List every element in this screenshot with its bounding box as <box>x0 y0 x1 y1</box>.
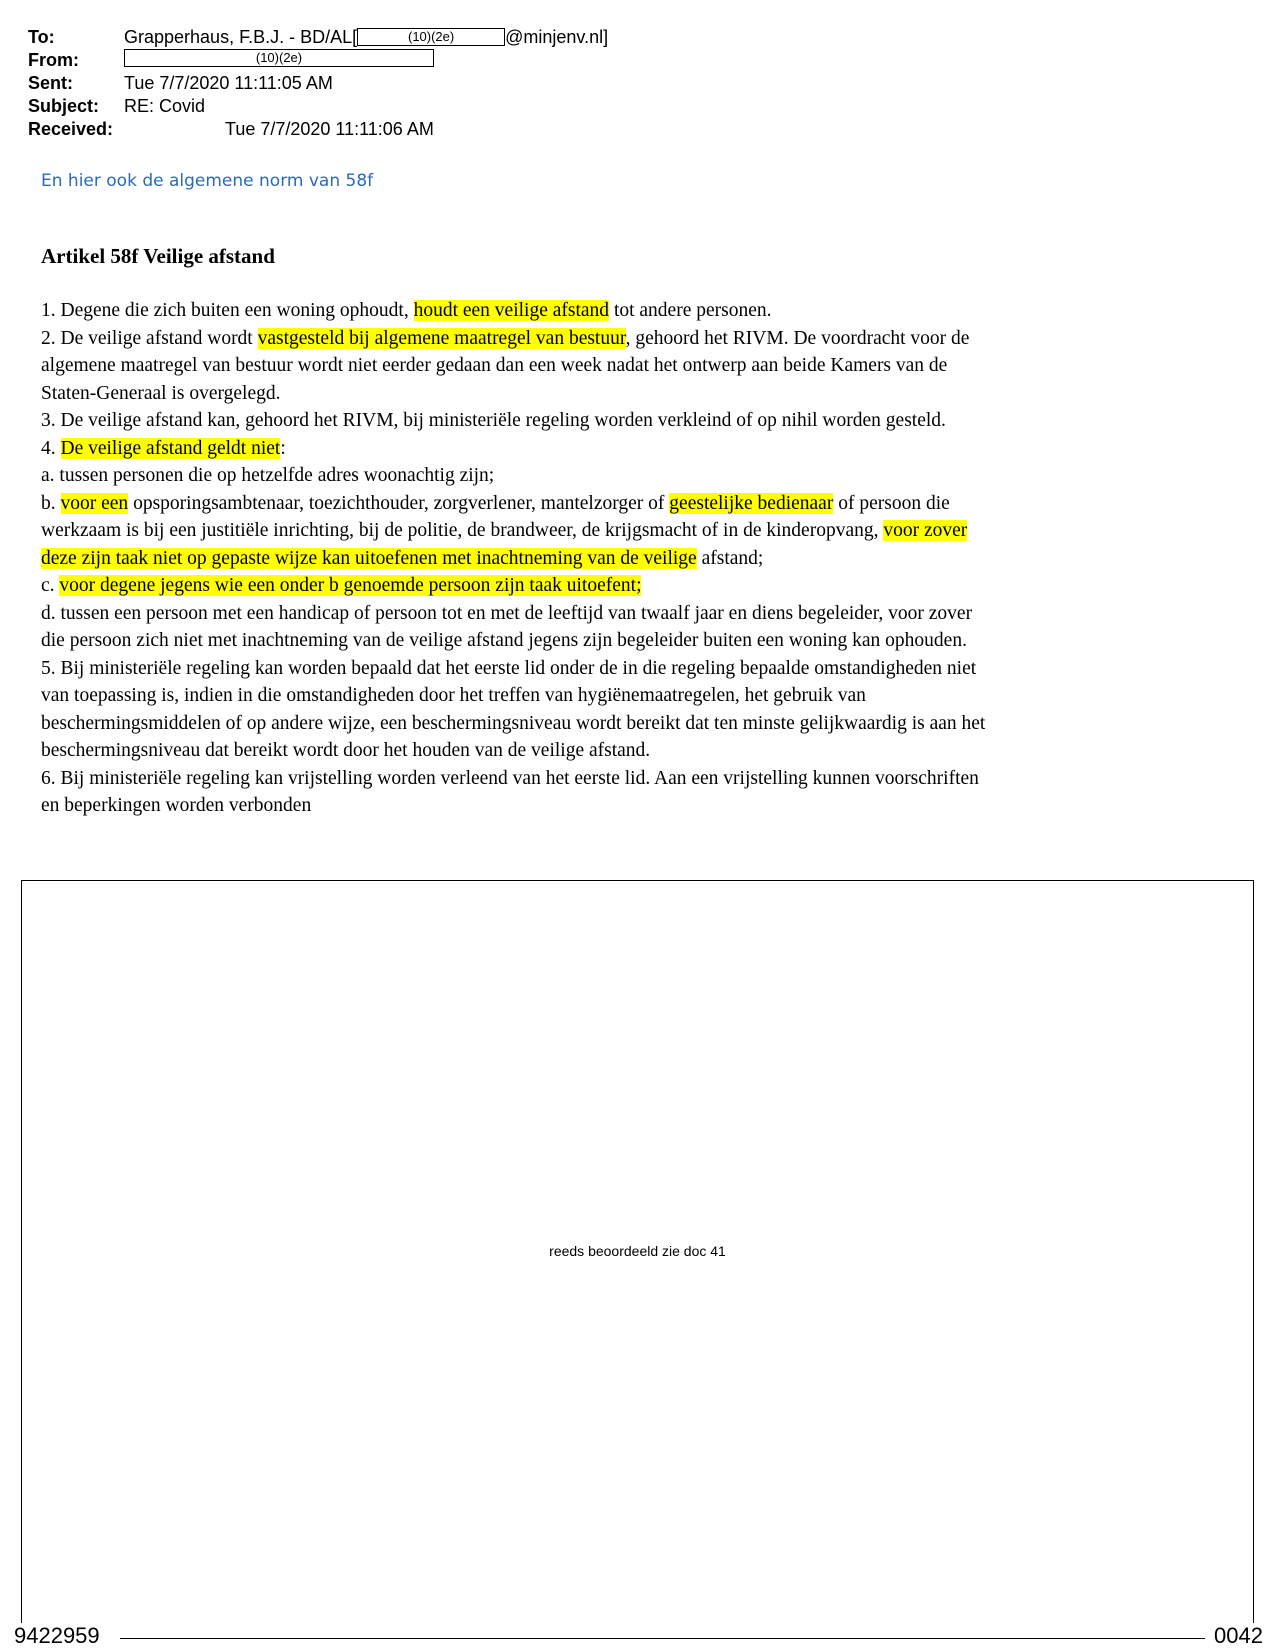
article-text: : <box>280 437 286 459</box>
article-text: beschermingsmiddelen of op andere wijze, een beschermingsniveau wordt bereikt dat ten minste gelijkwaardig is aan het <box>41 712 986 734</box>
highlighted-text: voor degene jegens wie een onder b genoemde persoon zijn taak uitoefent; <box>59 575 642 596</box>
sent-label: Sent: <box>28 73 73 93</box>
article-text: 6. Bij ministeriële regeling kan vrijstelling worden verleend van het eerste lid. Aan een vrijstelling kunnen voorschriften <box>41 767 979 789</box>
article-text: afstand; <box>696 547 764 569</box>
to-redaction: (10)(2e) <box>357 28 505 46</box>
article-line <box>41 737 1231 765</box>
article-text: 3. De veilige afstand kan, gehoord het RIVM, bij ministeriële regeling worden verkleind of op nihil worden gesteld. <box>41 410 946 431</box>
article-text: c. <box>41 575 60 596</box>
article-text: 5. Bij ministeriële regeling kan worden bepaald dat het eerste lid onder de in die regeling bepaalde omstandigheden niet <box>41 657 977 679</box>
highlighted-text: houdt een veilige afstand <box>413 300 610 321</box>
highlighted-text: deze zijn taak niet op gepaste wijze kan uitoefenen met inachtneming van de veilige <box>41 547 697 569</box>
article-text: die persoon zich niet met inachtneming van de veilige afstand jegens zijn begeleider buiten een woning kan ophouden. <box>41 630 967 651</box>
article-line <box>41 627 1231 655</box>
received-value: Tue 7/7/2020 11:11:06 AM <box>225 119 434 139</box>
footer-rule <box>120 1638 1205 1639</box>
subject-label: Subject: <box>28 96 100 116</box>
subject-value: RE: Covid <box>124 96 206 116</box>
article-line <box>41 517 1231 545</box>
from-label: From: <box>28 50 79 70</box>
article-text: , gehoord het RIVM. De voordracht voor de <box>625 327 970 349</box>
article-line <box>41 352 1231 380</box>
article-line <box>41 600 1231 628</box>
frame-note: reeds beoordeeld zie doc 41 <box>549 1243 726 1259</box>
highlighted-text: voor een <box>60 492 129 514</box>
article-line <box>41 490 1231 518</box>
to-value-prefix: Grapperhaus, F.B.J. - BD/AL[ <box>124 27 358 47</box>
to-value <box>124 26 608 49</box>
article-line <box>41 682 1231 710</box>
from-value <box>124 49 434 72</box>
article-line <box>41 710 1231 738</box>
article-text: b. <box>41 492 61 514</box>
article-line <box>41 462 1231 490</box>
article-line <box>41 325 1231 353</box>
article-text: of persoon die <box>833 492 950 514</box>
article-title: Artikel 58f Veilige afstand <box>41 244 275 268</box>
article-line <box>41 297 1231 325</box>
article-body <box>41 297 1231 820</box>
article-text: d. tussen een persoon met een handicap of persoon tot en met de leeftijd van twaalf jaar en diens begeleider, voor zover <box>41 602 973 624</box>
message-intro: En hier ook de algemene norm van 58f <box>41 171 374 191</box>
article-line <box>41 380 1231 408</box>
article-line <box>41 545 1231 573</box>
page-number: 0042 <box>1214 1623 1263 1648</box>
highlighted-text: voor zover <box>883 520 968 541</box>
highlighted-text: vastgesteld bij algemene maatregel van bestuur <box>257 327 626 349</box>
article-line <box>41 572 1231 600</box>
from-redaction: (10)(2e) <box>124 49 434 67</box>
article-line <box>41 655 1231 683</box>
article-text: tot andere personen. <box>609 300 772 321</box>
document-number: 9422959 <box>14 1623 100 1648</box>
article-text: van toepassing is, indien in die omstandigheden door het treffen van hygiënemaatregelen, het gebruik van <box>41 685 866 706</box>
article-text: algemene maatregel van bestuur wordt niet eerder gedaan dan een week nadat het ontwerp aan beide Kamers van de <box>41 355 948 376</box>
highlighted-text: geestelijke bedienaar <box>669 492 834 514</box>
highlighted-text: De veilige afstand geldt niet <box>60 437 281 459</box>
article-text: opsporingsambtenaar, toezichthouder, zorgverlener, mantelzorger of <box>128 492 670 514</box>
article-line <box>41 792 1231 820</box>
to-value-suffix: @minjenv.nl] <box>505 27 609 47</box>
article-line <box>41 435 1231 463</box>
article-text: beschermingsniveau dat bereikt wordt door het houden van de veilige afstand. <box>41 740 651 761</box>
article-text: 1. Degene die zich buiten een woning ophoudt, <box>41 300 414 321</box>
article-text: werkzaam is bij een justitiële inrichting, bij de politie, de brandweer, de krijgsmacht of in de kinderopvang, <box>41 520 884 541</box>
article-text: Staten-Generaal is overgelegd. <box>41 382 281 404</box>
article-line <box>41 407 1231 435</box>
article-text: a. tussen personen die op hetzelfde adres woonachtig zijn; <box>41 465 495 486</box>
to-label: To: <box>28 27 55 47</box>
received-label: Received: <box>28 119 114 139</box>
article-text: 2. De veilige afstand wordt <box>41 327 258 349</box>
article-text: 4. <box>41 437 61 459</box>
article-text: en beperkingen worden verbonden <box>41 795 312 816</box>
sent-value: Tue 7/7/2020 11:11:05 AM <box>124 73 333 93</box>
article-line <box>41 765 1231 793</box>
